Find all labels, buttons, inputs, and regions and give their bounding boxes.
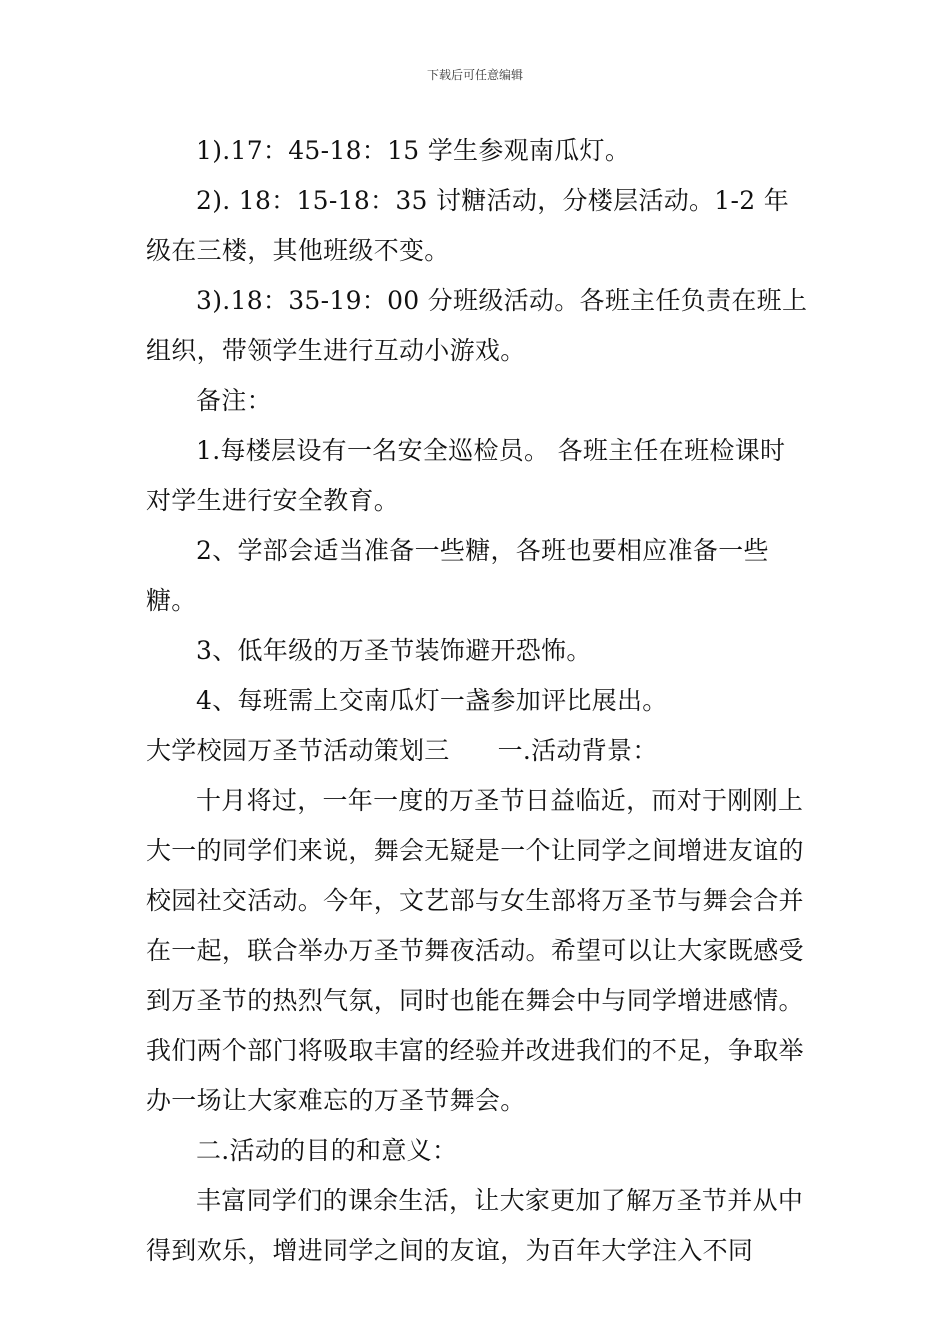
section-title: 大学校园万圣节活动策划三 bbox=[146, 736, 450, 765]
schedule-item-1: 1).17：45-18：15 学生参观南瓜灯。 bbox=[196, 136, 631, 165]
note-item-3: 3、低年级的万圣节装饰避开恐怖。 bbox=[196, 636, 592, 665]
note-item-4: 4、每班需上交南瓜灯一盏参加评比展出。 bbox=[196, 686, 668, 715]
note-item-2: 2、学部会适当准备一些糖，各班也要相应准备一些糖。 bbox=[146, 536, 769, 615]
schedule-item-3: 3).18：35-19：00 分班级活动。各班主任负责在班上组织，带领学生进行互动小游戏。 bbox=[146, 286, 808, 365]
document-body bbox=[146, 126, 810, 1276]
schedule-item-2: 2). 18：15-18：35 讨糖活动，分楼层活动。1-2 年级在三楼，其他班级不变。 bbox=[146, 186, 789, 265]
section-heading bbox=[146, 726, 810, 776]
note-item-1: 1.每楼层设有一名安全巡检员。 各班主任在班检课时对学生进行安全教育。 bbox=[146, 436, 786, 515]
background-paragraph: 十月将过，一年一度的万圣节日益临近，而对于刚刚上大一的同学们来说，舞会无疑是一个让同学之间增进友谊的校园社交活动。今年，文艺部与女生部将万圣节与舞会合并在一起，联合举办万圣节舞夜活动。希望可以让大家既感受到万圣节的热烈气氛，同时也能在舞会中与同学增进感情。我们两个部门将吸取丰富的经验并改进我们的不足，争取举办一场让大家难忘的万圣节舞会。 bbox=[146, 786, 804, 1115]
notes-heading: 备注： bbox=[196, 386, 272, 415]
page-header: 下载后可任意编辑 bbox=[426, 68, 523, 82]
section-subtitle: 一.活动背景： bbox=[497, 736, 658, 765]
purpose-paragraph: 丰富同学们的课余生活，让大家更加了解万圣节并从中得到欢乐，增进同学之间的友谊，为百年大学注入不同 bbox=[146, 1186, 804, 1265]
purpose-heading: 二.活动的目的和意义： bbox=[196, 1136, 458, 1165]
